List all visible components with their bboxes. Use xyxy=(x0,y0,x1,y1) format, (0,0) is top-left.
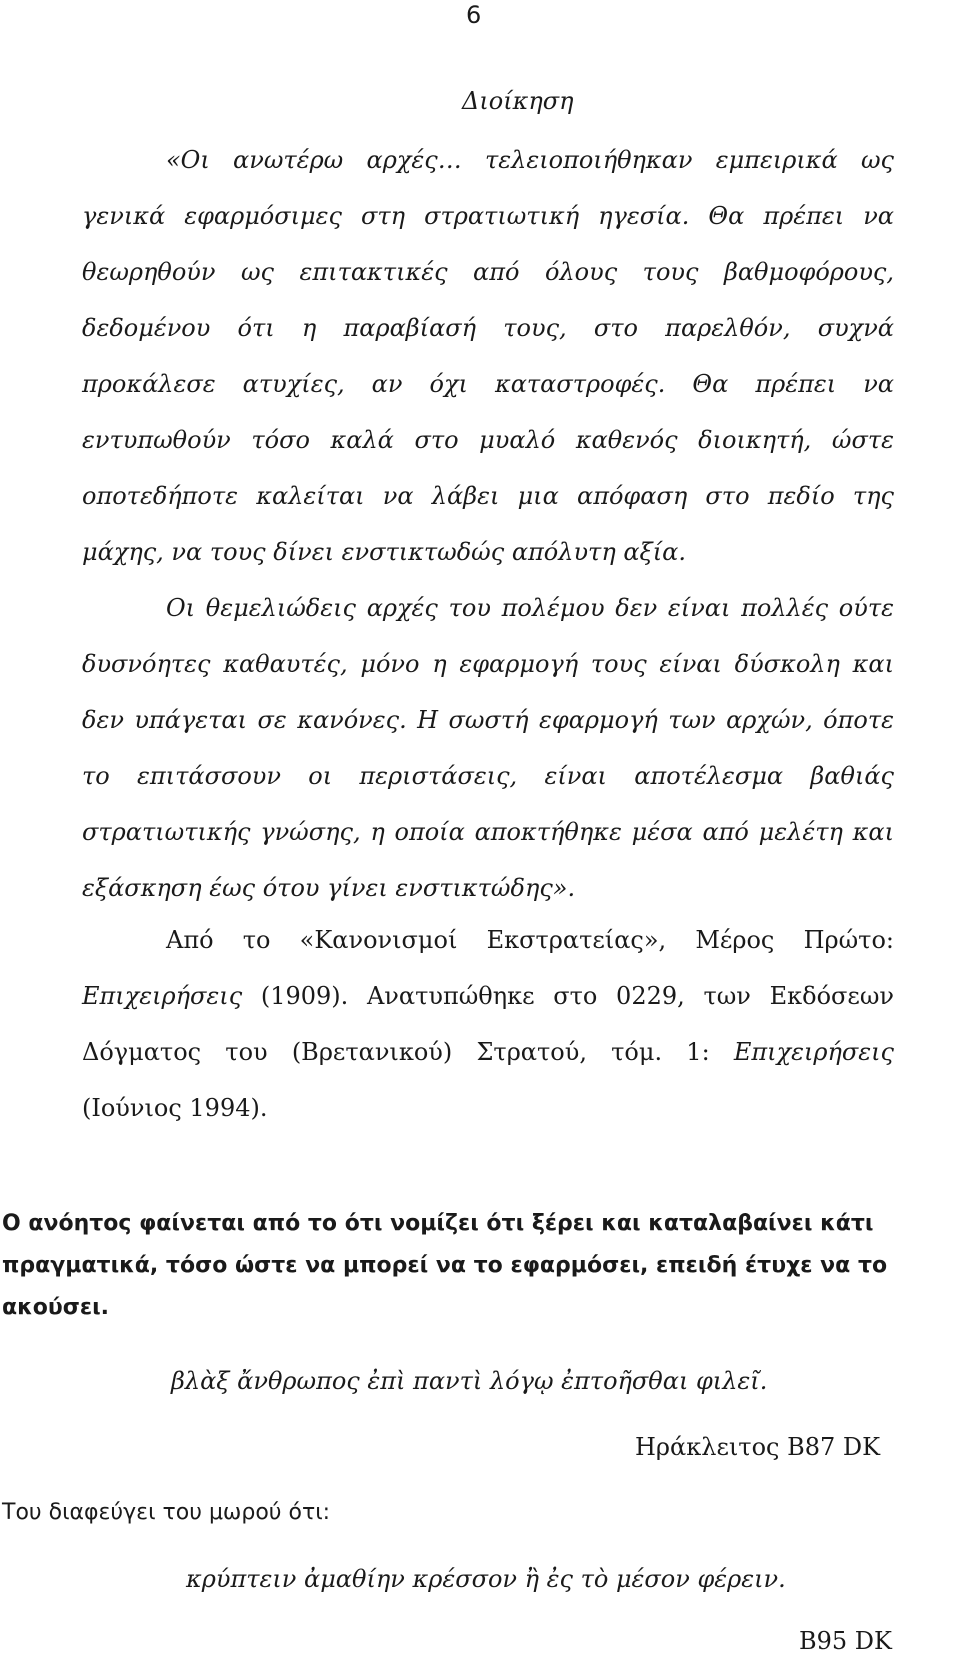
heraclitus-quote-1: βλὰξ ἄνθρωπος ἐπὶ παντὶ λόγῳ ἐπτοῆσθαι φιλεῖ. xyxy=(171,1367,768,1395)
heraclitus-attribution-1: Ηράκλειτος Β87 DK xyxy=(635,1433,881,1461)
source-paragraph xyxy=(82,912,894,1136)
source-text-1: Από το «Κανονισμοί Εκστρατείας», Μέρος Πρώτο: xyxy=(166,926,894,954)
source-work-title-2: Επιχειρήσεις xyxy=(733,1038,894,1066)
source-text-2: (1909). Ανατυπώθηκε στο 0229, των Εκδόσεων Δόγματος του (Βρετανικού) Στρατού, τόμ. 1: xyxy=(82,982,894,1066)
source-text-3: (Ιούνιος 1994). xyxy=(82,1094,268,1122)
heraclitus-attribution-2: B95 DK xyxy=(799,1627,892,1655)
page-number: 6 xyxy=(466,1,482,29)
heraclitus-quote-2: κρύπτειν ἀμαθίην κρέσσον ἢ ἐς τὸ μέσον φέρειν. xyxy=(186,1565,786,1593)
section-title: Διοίκηση xyxy=(462,87,574,115)
quote-paragraph-1: «Οι ανωτέρω αρχές… τελειοποιήθηκαν εμπειρικά ως γενικά εφαρμόσιμες στη στρατιωτική ηγεσία. Θα πρέπει να θεωρηθούν ως επιτακτικές από όλους τους βαθμοφόρους, δεδομένου ότι η παραβίασή τους, στο παρελθόν, συχνά προκάλεσε ατυχίες, αν όχι καταστροφές. Θα πρέπει να εντυπωθούν τόσο καλά στο μυαλό καθενός διοικητή, ώστε οποτεδήποτε καλείται να λάβει μια απόφαση στο πεδίο της μάχης, να τους δίνει ενστικτωδώς απόλυτη αξία. xyxy=(82,146,894,566)
bold-statement: Ο ανόητος φαίνεται από το ότι νομίζει ότι ξέρει και καταλαβαίνει κάτι πραγματικά, τόσο ώστε να μπορεί να το εφαρμόσει, επειδή έτυχε να το ακούσει. xyxy=(2,1211,888,1320)
intro-line: Του διαφεύγει του μωρού ότι: xyxy=(2,1500,331,1525)
source-work-title-1: Επιχειρήσεις xyxy=(82,982,243,1010)
source-citation xyxy=(82,912,894,1136)
quote-paragraph-2: Οι θεμελιώδεις αρχές του πολέμου δεν είναι πολλές ούτε δυσνόητες καθαυτές, μόνο η εφαρμογή τους είναι δύσκολη και δεν υπάγεται σε κανόνες. Η σωστή εφαρμογή των αρχών, όποτε το επιτάσσουν οι περιστάσεις, είναι αποτέλεσμα βαθιάς στρατιωτικής γνώσης, η οποία αποκτήθηκε μέσα από μελέτη και εξάσκηση έως ότου γίνει ενστικτώδης». xyxy=(82,594,894,902)
quote-block xyxy=(82,132,894,916)
